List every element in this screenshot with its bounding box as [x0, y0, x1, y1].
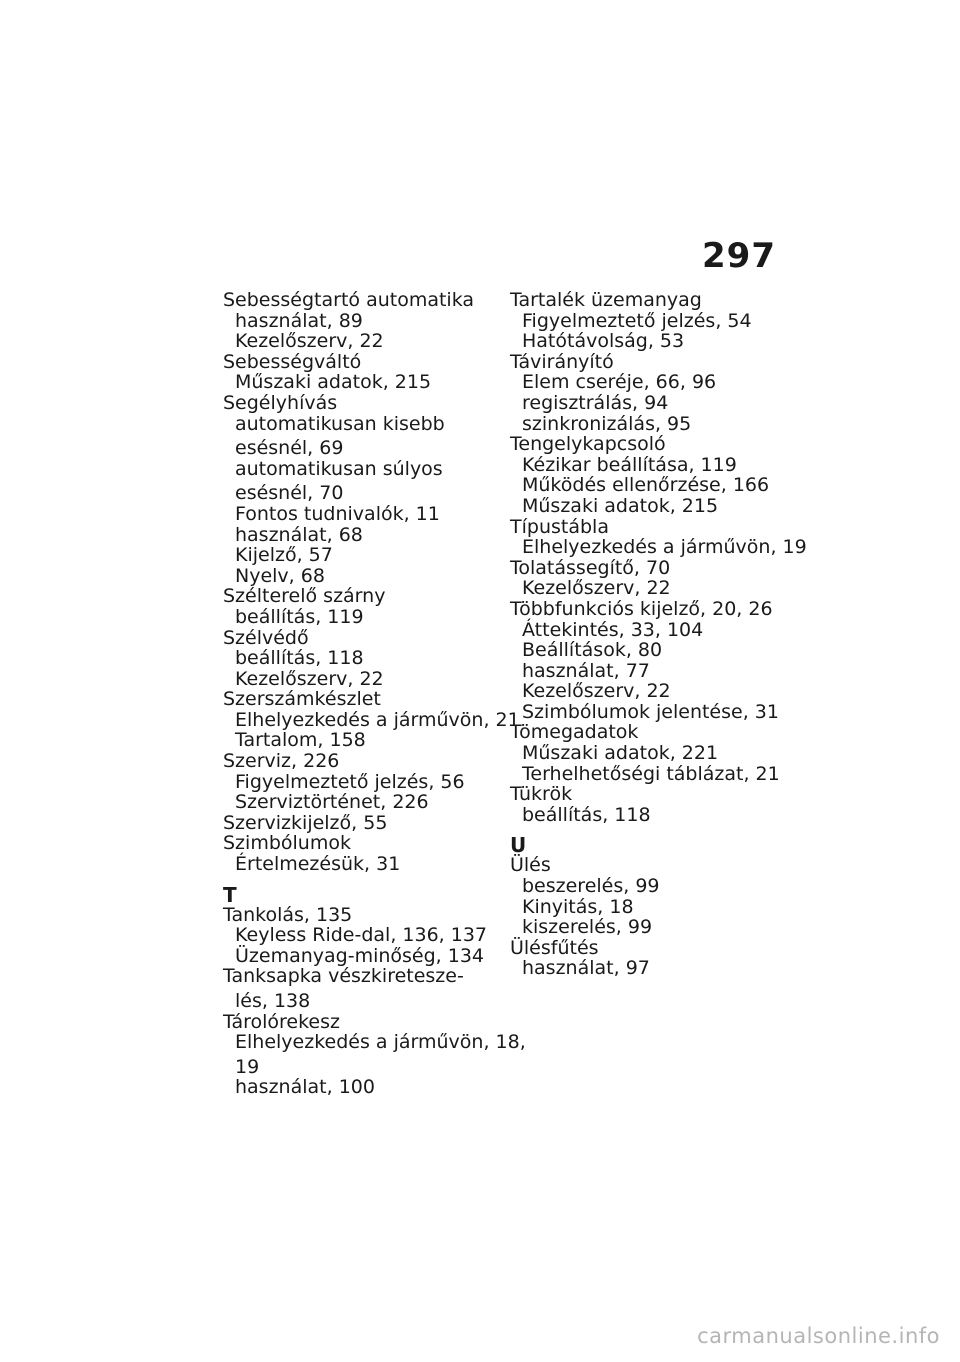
- index-subentry: Kezelőszerv, 22: [235, 330, 384, 353]
- index-subentry: beállítás, 119: [235, 605, 364, 628]
- index-subentry: használat, 77: [522, 659, 650, 682]
- index-subentry: Műszaki adatok, 221: [522, 742, 719, 765]
- page-number: 297: [702, 236, 776, 276]
- index-subentry: 19: [235, 1055, 260, 1078]
- index-subentry: esésnél, 70: [235, 482, 344, 505]
- index-subentry: Műszaki adatok, 215: [235, 371, 432, 394]
- index-subentry: Működés ellenőrzése, 166: [522, 474, 770, 497]
- index-subentry: Áttekintés, 33, 104: [522, 618, 704, 641]
- index-column-right: [510, 289, 807, 980]
- index-entry: Tartalék üzemanyag: [510, 289, 702, 311]
- index-subentry: Elhelyezkedés a járművön, 21: [235, 708, 520, 731]
- index-subentry: esésnél, 69: [235, 437, 344, 460]
- index-subentry: beszerelés, 99: [522, 875, 660, 898]
- watermark-footer: carmanualsonline.info: [697, 1324, 940, 1348]
- index-entry: Szervizkijelző, 55: [223, 811, 388, 834]
- index-subentry: használat, 100: [235, 1076, 375, 1099]
- index-entry: Tankolás, 135: [223, 903, 353, 926]
- index-subentry: Elhelyezkedés a járművön, 19: [522, 536, 807, 559]
- index-subentry: Figyelmeztető jelzés, 56: [235, 770, 465, 793]
- index-subentry: Kezelőszerv, 22: [522, 680, 671, 703]
- index-subentry: Figyelmeztető jelzés, 54: [522, 309, 752, 332]
- index-subentry: Tartalom, 158: [235, 729, 366, 752]
- index-subentry: Üzemanyag-minőség, 134: [235, 944, 485, 967]
- index-entry: Típustábla: [510, 515, 609, 538]
- index-subentry: Nyelv, 68: [235, 564, 325, 587]
- index-subentry: Kinyitás, 18: [522, 895, 634, 918]
- index-entry: Szélterelő szárny: [223, 585, 386, 608]
- index-entry: Tömegadatok: [510, 721, 639, 744]
- index-entry: Szerszámkészlet: [223, 688, 381, 711]
- section-letter: U: [510, 833, 527, 858]
- index-subentry: lés, 138: [235, 990, 311, 1012]
- index-subentry: Szimbólumok jelentése, 31: [522, 700, 779, 723]
- index-entry: Segélyhívás: [223, 391, 338, 414]
- index-subentry: használat, 97: [522, 957, 650, 980]
- index-entry: Többfunkciós kijelző, 20, 26: [510, 597, 773, 620]
- index-subentry: Kézikar beállítása, 119: [522, 453, 737, 476]
- index-entry: Tükrök: [510, 783, 573, 806]
- index-subentry: beállítás, 118: [522, 803, 651, 826]
- index-entry: Szimbólumok: [223, 832, 351, 855]
- index-subentry: Hatótávolság, 53: [522, 330, 685, 353]
- index-subentry: szinkronizálás, 95: [522, 412, 692, 435]
- index-subentry: használat, 68: [235, 523, 363, 546]
- index-entry: Szélvédő: [223, 626, 309, 649]
- index-subentry: regisztrálás, 94: [522, 391, 669, 414]
- index-subentry: Műszaki adatok, 215: [522, 494, 719, 517]
- index-subentry: beállítás, 118: [235, 647, 364, 670]
- index-entry: Ülés: [510, 854, 551, 877]
- index-subentry: Keyless Ride-dal, 136, 137: [235, 924, 488, 947]
- index-entry: Tengelykapcsoló: [510, 433, 666, 456]
- index-entry: Tárolórekesz: [223, 1010, 340, 1033]
- index-entry: Sebességtartó automatika: [223, 289, 475, 311]
- index-subentry: Szerviztörténet, 226: [235, 791, 429, 814]
- index-subentry: Terhelhetőségi táblázat, 21: [522, 762, 780, 785]
- index-subentry: automatikusan súlyos: [235, 457, 443, 480]
- index-subentry: Fontos tudnivalók, 11: [235, 502, 440, 525]
- index-subentry: automatikusan kisebb: [235, 412, 445, 435]
- index-entry: Szerviz, 226: [223, 750, 340, 773]
- index-subentry: Értelmezésük, 31: [235, 853, 401, 876]
- index-subentry: Beállítások, 80: [522, 639, 663, 662]
- section-letter: T: [223, 882, 237, 907]
- index-subentry: kiszerelés, 99: [522, 916, 653, 939]
- index-entry: Tanksapka vészkiretesze-: [223, 965, 464, 988]
- index-entry: Sebességváltó: [223, 350, 362, 373]
- index-subentry: használat, 89: [235, 309, 363, 332]
- index-subentry: Kezelőszerv, 22: [522, 577, 671, 600]
- index-column-left: [223, 289, 526, 1099]
- index-subentry: Kezelőszerv, 22: [235, 667, 384, 690]
- index-subentry: Kijelző, 57: [235, 544, 333, 567]
- index-entry: Távirányító: [510, 350, 614, 373]
- index-entry: Tolatássegítő, 70: [510, 556, 671, 579]
- index-subentry: Elem cseréje, 66, 96: [522, 371, 717, 394]
- index-entry: Ülésfűtés: [510, 936, 599, 959]
- index-subentry: Elhelyezkedés a járművön, 18,: [235, 1031, 526, 1054]
